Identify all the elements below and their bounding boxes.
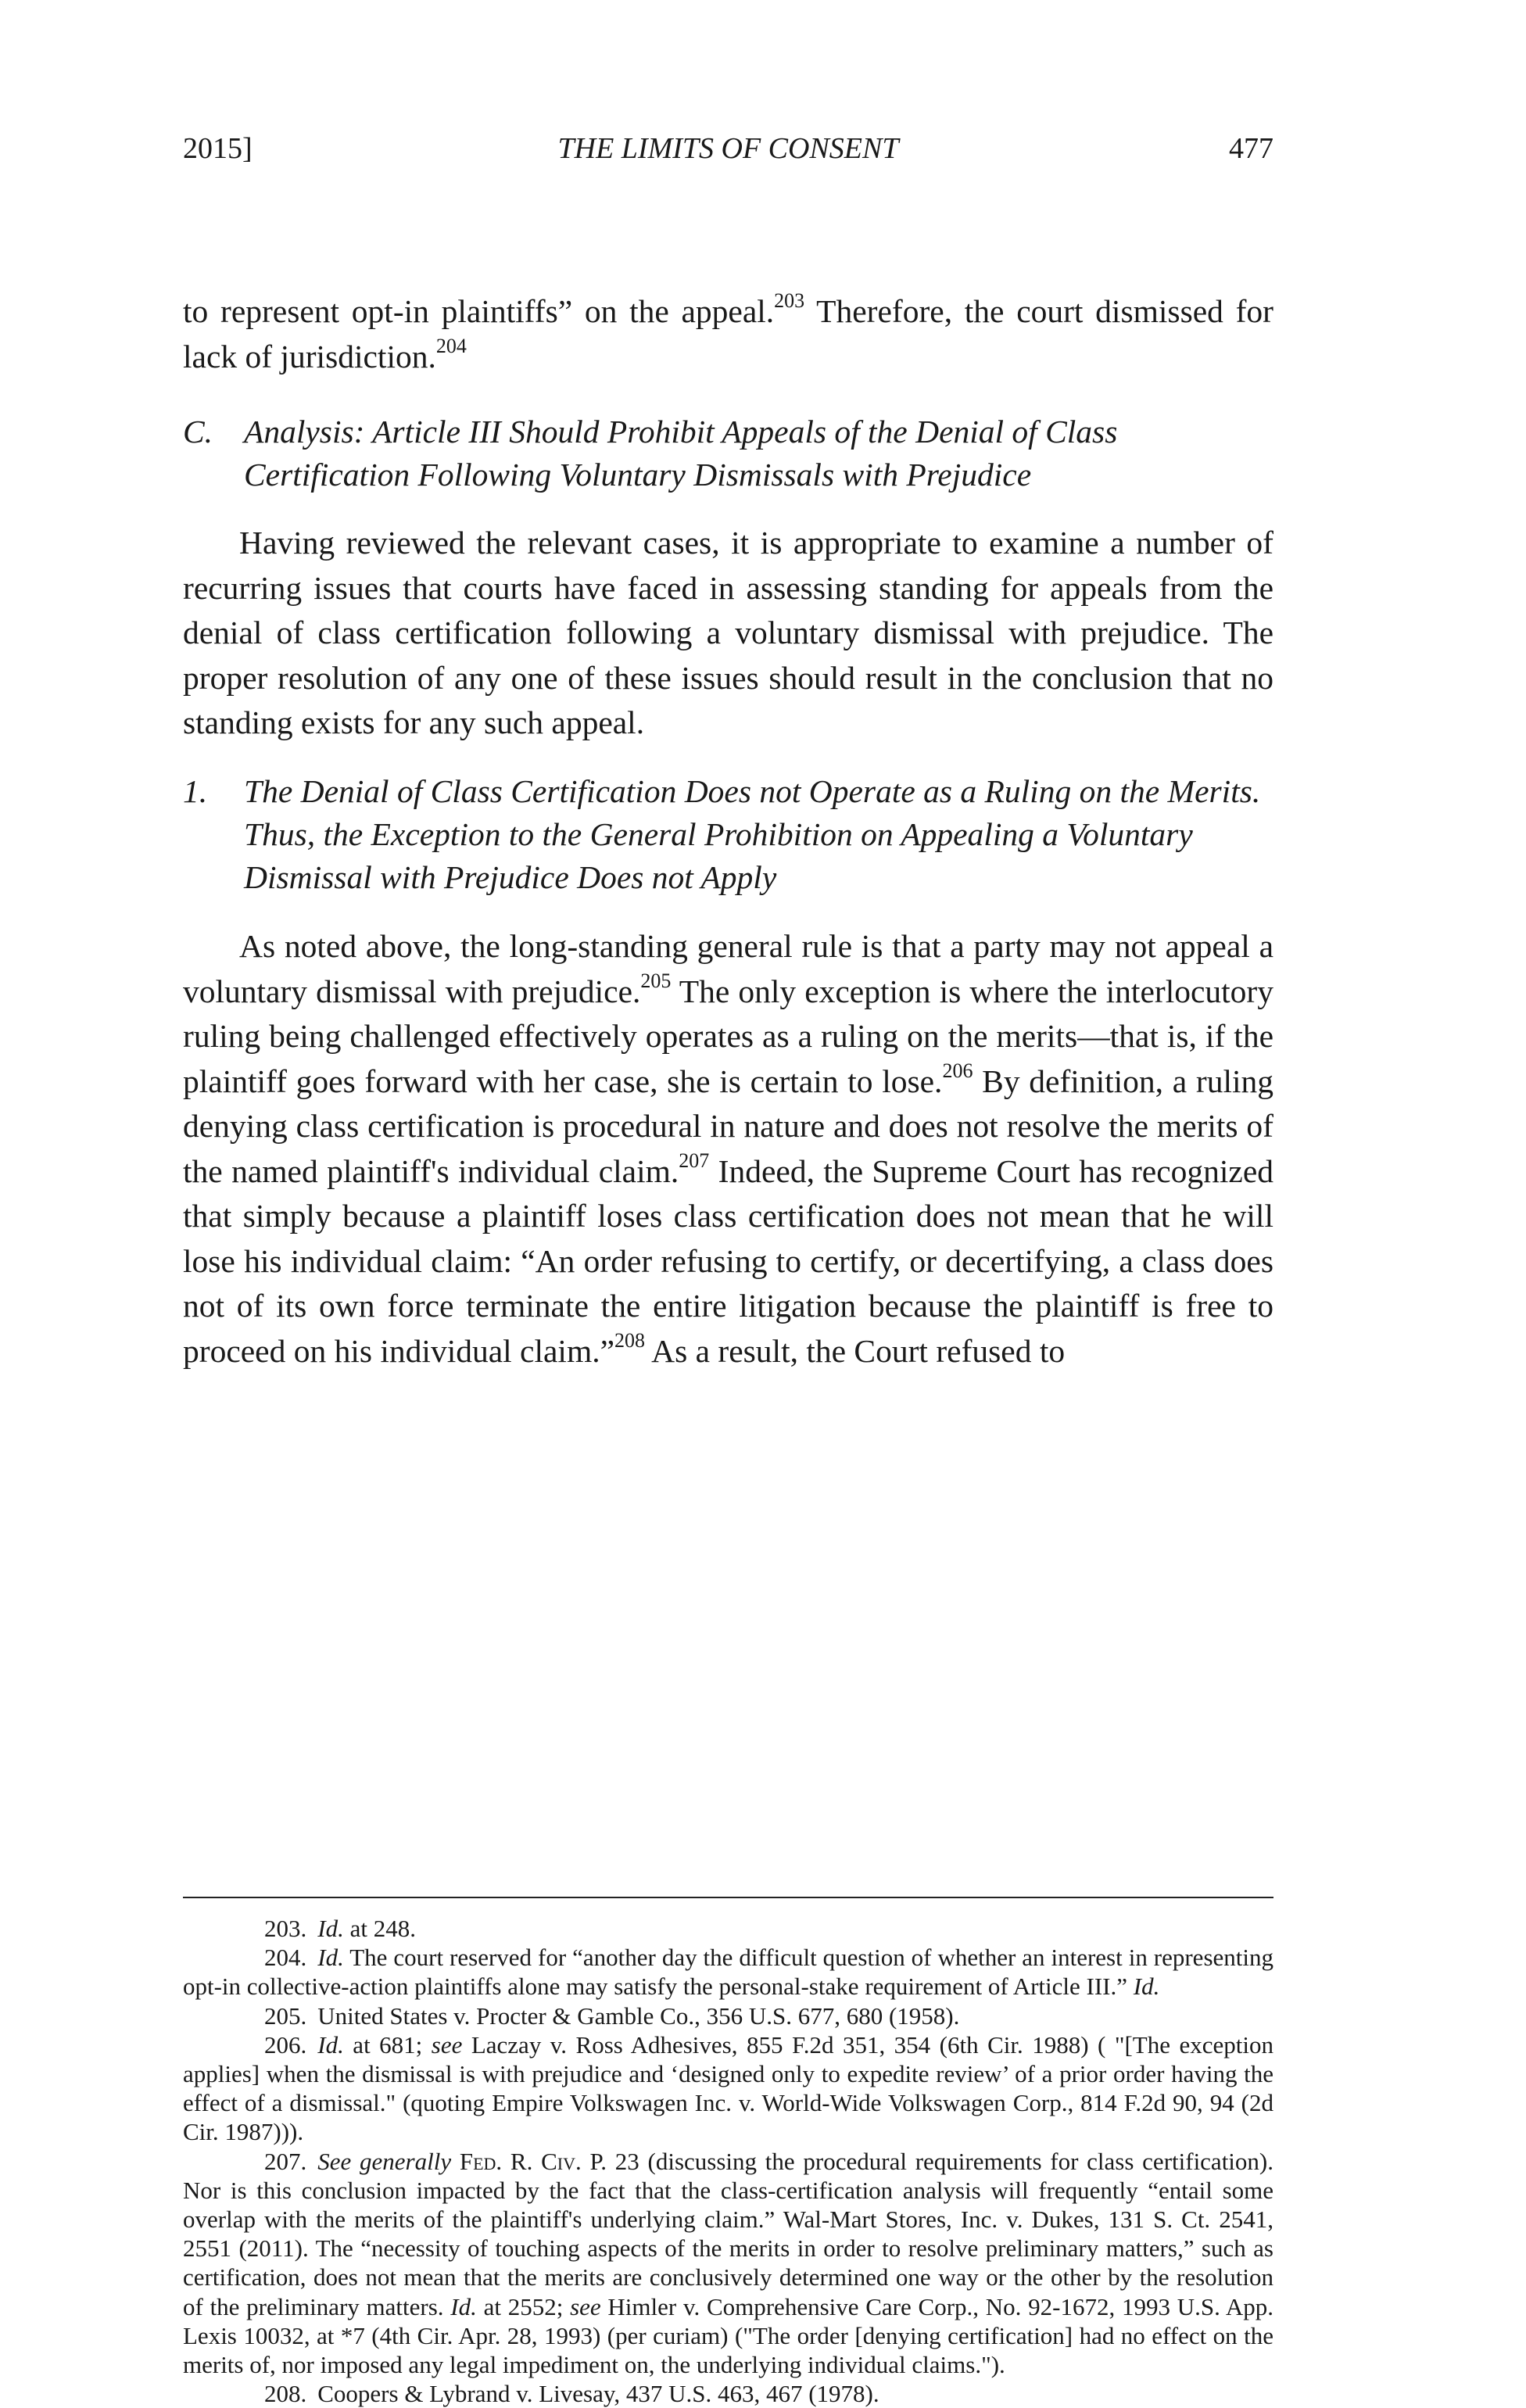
footnote-ref-204[interactable]: 204 <box>435 334 467 357</box>
footnote-203: 203. Id. at 248. <box>264 1915 416 1942</box>
footnote-206: 206. Id. at 681; see Laczay v. Ross Adhesives, 855 F.2d 351, 354 (6th Cir. 1988) ( "[The exception applies] when the dismissal is with prejudice and ‘designed only to expedite review’ of a prior order having the effect of a dismissal." (quoting Empire Volkswagen Inc. v. World-Wide Volkswagen Corp., 814 F.2d 90, 94 (2d Cir. 1987))). <box>183 2030 1273 2146</box>
paragraph-1: Having reviewed the relevant cases, it is appropriate to examine a number of recurring issues that courts have faced in assessing standing for appeals from the denial of class certification following a voluntary dismissal with prejudice. The proper resolution of any one of these issues should result in the conclusion that no standing exists for any such appeal. <box>183 525 1273 740</box>
paragraph-2: As noted above, the long-standing general rule is that a party may not appeal a voluntary dismissal with prejudice.$^{205}$ The only exception is where the interlocutory ruling being challenged effectively operates as a ruling on the merits—that is, if the plaintiff goes forward with her case, she is certain to lose.$^{206}$ By definition, a ruling denying class certification is procedural in nature and does not resolve the merits of the named plaintiff's individual claim.$^{207}$ Indeed, the Supreme Court has recognized that simply because a plaintiff loses class certification does not mean that he will lose his individual claim: “An order refusing to certify, or decertifying, a class does not of its own force terminate the entire litigation because the plaintiff is free to proceed on his individual claim.”$^{208}$ As a result, the Court refused to <box>183 928 1274 1369</box>
footnote-divider <box>183 1897 1273 1898</box>
footnote-ref-205[interactable]: 205 <box>640 969 672 992</box>
footnotes <box>183 1914 1273 2408</box>
footnote-ref-206[interactable]: 206 <box>942 1059 973 1082</box>
page-number: 477 <box>1229 132 1273 165</box>
section-title: The Denial of Class Certification Does not Operate as a Ruling on the Merits. Thus, the Exception to the General Prohibition on Appealing a Voluntary Dismissal with Prejudice Does not Apply <box>244 773 1261 895</box>
footnote-208: 208. Coopers & Lybrand v. Livesay, 437 U.S. 463, 467 (1978). <box>264 2380 879 2408</box>
section-label: 1. <box>183 773 208 809</box>
footnote-207: 207. See generally Fed. R. Civ. P. 23 (discussing the procedural requirements for class certification). Nor is this conclusion impacted by the fact that the class-certification analysis will frequently “entail some overlap with the merits of the plaintiff's underlying claim.” Wal-Mart Stores, Inc. v. Dukes, 131 S. Ct. 2541, 2551 (2011). The “necessity of touching aspects of the merits in order to resolve preliminary matters,” such as certification, does not mean that the merits are conclusively determined one way or the other by the resolution of the preliminary matters. Id. at 2552; see Himler v. Comprehensive Care Corp., No. 92-1672, 1993 U.S. App. Lexis 10032, at *7 (4th Cir. Apr. 28, 1993) (per curiam) ("The order [denying certification] had no effect on the merits of, nor imposed any legal impediment on, the underlying individual claims."). <box>183 2147 1273 2379</box>
header-year: 2015] <box>183 132 253 165</box>
section-heading-1 <box>183 770 1273 899</box>
footnote-205: 205. United States v. Procter & Gamble Co., 356 U.S. 677, 680 (1958). <box>264 2001 960 2030</box>
section-title: Analysis: Article III Should Prohibit Appeals of the Denial of Class Certification Following Voluntary Dismissals with Prejudice <box>244 414 1118 493</box>
section-label: C. <box>183 414 213 450</box>
section-heading-c <box>183 410 1273 496</box>
footnote-ref-208[interactable]: 208 <box>614 1328 646 1352</box>
footnote-ref-203[interactable]: 203 <box>774 289 805 313</box>
intro-paragraph: to represent opt-in plaintiffs” on the appeal.$^{203}$ Therefore, the court dismissed for lack of jurisdiction.$^{204}$ <box>183 289 1273 374</box>
footnote-ref-207[interactable]: 207 <box>679 1148 710 1172</box>
footnote-204: 204. Id. The court reserved for “another day the difficult question of whether an interest in representing opt-in collective-action plaintiffs alone may satisfy the personal-stake requirement of Article III.” Id. <box>183 1944 1273 2001</box>
header-title: THE LIMITS OF CONSENT <box>557 132 899 165</box>
running-header <box>183 131 1273 178</box>
